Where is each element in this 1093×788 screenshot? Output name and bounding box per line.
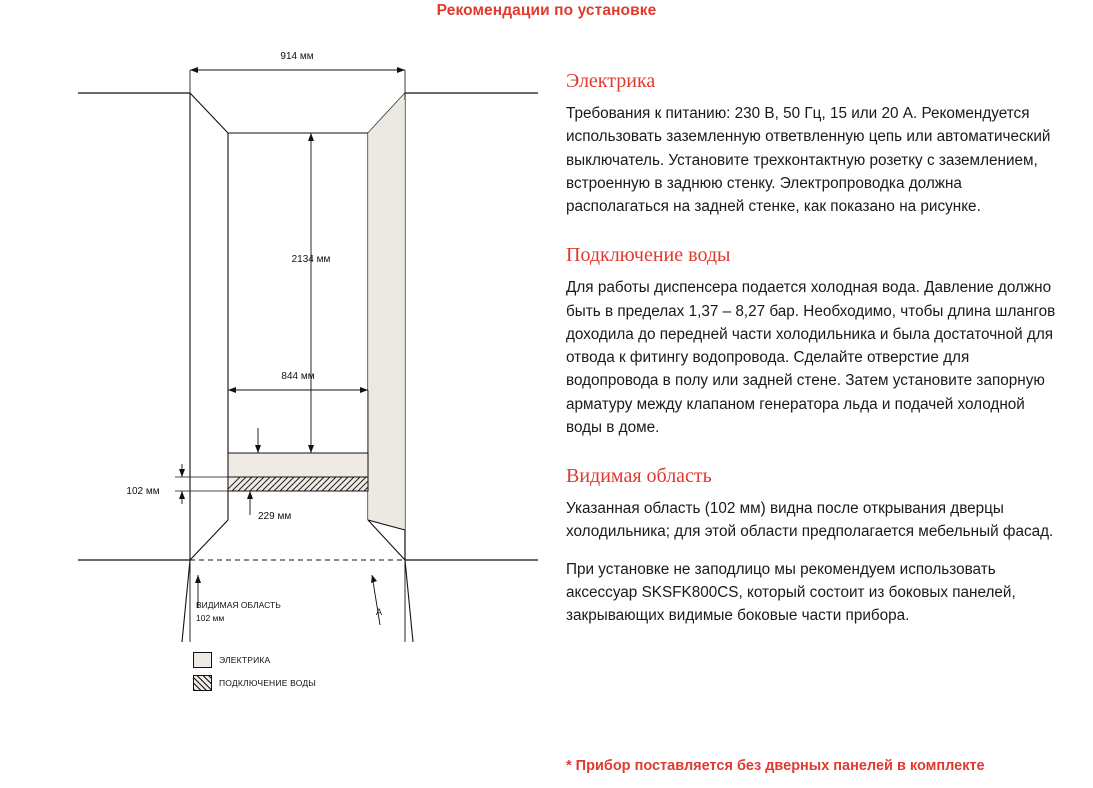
dim-height: 2134 мм [291, 254, 331, 265]
section-text-electrical: Требования к питанию: 230 В, 50 Гц, 15 или 20 А. Рекомендуется использовать заземленную ответвленную цепь или автоматический выключатель. Установите трехконтактную розетку с заземлением, встроенную в заднюю стенку. Электропроводка должна располагаться на задней стенке, как показано на рисунке. [566, 105, 1051, 215]
footnote: * Прибор поставляется без дверных панелей в комплекте [566, 758, 985, 774]
installation-diagram [0, 30, 545, 750]
section-heading-water: Подключение воды [566, 244, 731, 267]
section-text-visible-area-1: Указанная область (102 мм) видна после открывания дверцы холодильника; для этой области предполагается мебельный фасад. [566, 500, 1054, 541]
dim-inner-width: 844 мм [281, 371, 315, 382]
dim-width-top: 914 мм [280, 51, 314, 62]
section-text-visible-area-2: При установке не заподлицо мы рекомендуем использовать аксессуар SKSFK800CS, который состоит из боковых панелей, закрывающих видимые боковые части прибора. [566, 560, 1016, 624]
dim-visible-height: 102 мм [126, 486, 160, 497]
electric-swatch-icon [193, 652, 212, 668]
diagram-legend [193, 652, 453, 698]
legend-label-electric: ЭЛЕКТРИКА [219, 655, 271, 665]
legend-item-water [193, 675, 453, 691]
section-heading-visible-area: Видимая область [566, 465, 712, 487]
marker-a: A [376, 607, 383, 617]
page-title: Рекомендации по установке [436, 2, 657, 19]
section-text-water: Для работы диспенсера подается холодная вода. Давление должно быть в пределах 1,37 – 8,27 бар. Необходимо, чтобы длина шлангов доходила до передней части холодильника и была достаточной для отвода к фитингу водопровода. Сделайте отверстие для водопровода в полу или задней стене. Затем установите запорную арматуру между клапаном генератора льда и подачей холодной воды в доме. [566, 279, 1056, 436]
dim-depth-offset: 229 мм [258, 511, 292, 522]
legend-label-water: ПОДКЛЮЧЕНИЕ ВОДЫ [219, 678, 317, 688]
section-heading-electrical: Электрика [566, 70, 656, 92]
water-swatch-icon [193, 675, 212, 691]
visible-area-value: 102 мм [196, 613, 225, 623]
legend-item-electric [193, 652, 453, 668]
visible-area-title: ВИДИМАЯ ОБЛАСТЬ [196, 600, 281, 610]
diagram-svg [0, 30, 545, 750]
text-column [566, 70, 1061, 641]
